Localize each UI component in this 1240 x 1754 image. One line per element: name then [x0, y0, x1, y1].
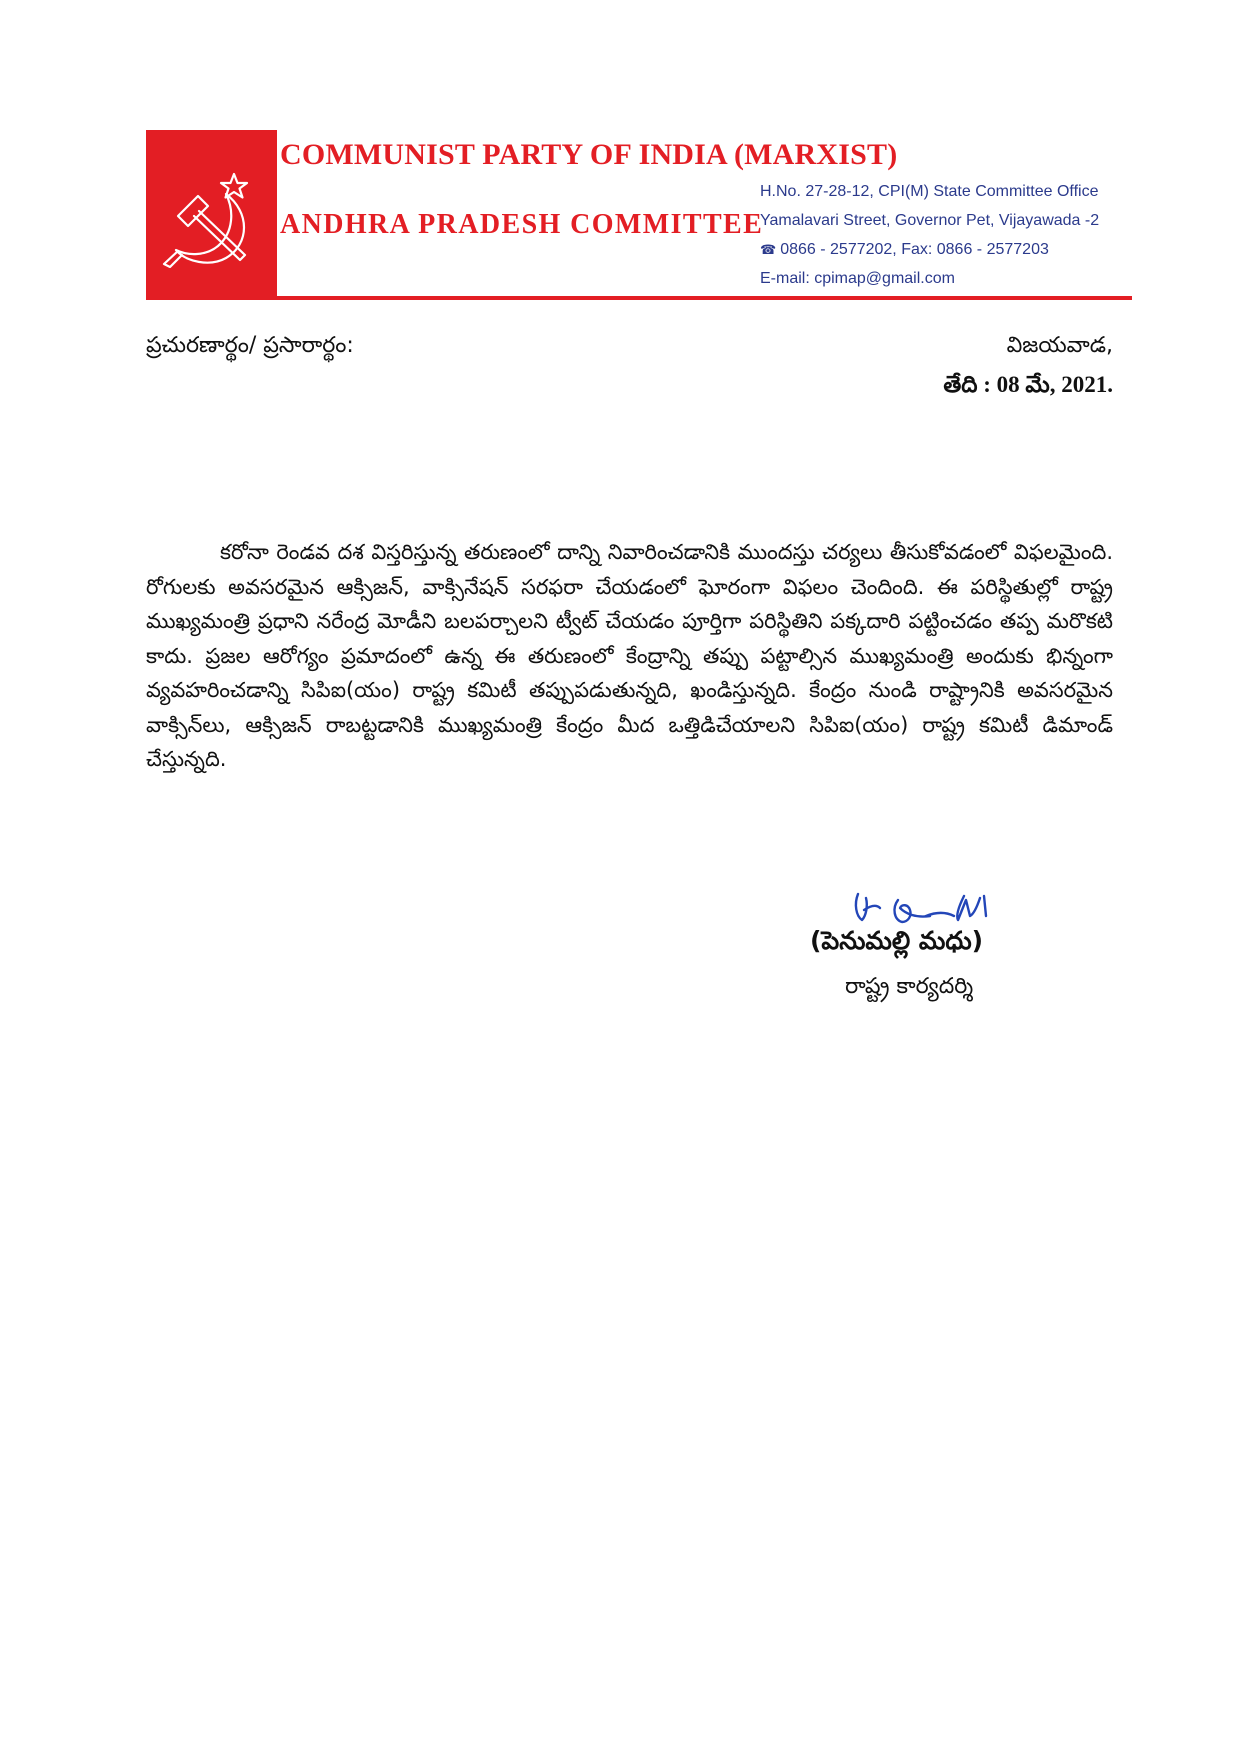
party-logo — [146, 130, 277, 300]
contact-details — [760, 177, 1099, 293]
release-label: ప్రచురణార్థం/ ప్రసారార్థం: — [146, 333, 354, 358]
organization-name: COMMUNIST PARTY OF INDIA (MARXIST) — [280, 138, 898, 171]
signatory-name: (పెనుమల్లి మధు) — [810, 926, 984, 955]
phone-line — [760, 235, 1099, 264]
press-release-body: కరోనా రెండవ దశ విస్తరిస్తున్న తరుణంలో దాన్ని నివారించడానికి ముందస్తు చర్యలు తీసుకోవడంలో విఫలమైంది. రోగులకు అవసరమైన ఆక్సిజన్, వాక్సినేషన్ సరఫరా చేయడంలో ఘోరంగా విఫలం చెందింది. ఈ పరిస్థితుల్లో రాష్ట్ర ముఖ్యమంత్రి ప్రధాని నరేంద్ర మోడీని బలపర్చాలని ట్వీట్ చేయడం పూర్తిగా పరిస్థితిని పక్కదారి పట్టించడం తప్ప మరొకటి కాదు. ప్రజల ఆరోగ్యం ప్రమాదంలో ఉన్న ఈ తరుణంలో కేంద్రాన్ని తప్పు పట్టాల్సిన ముఖ్యమంత్రి అందుకు భిన్నంగా వ్యవహరించడాన్ని సిపిఐ(యం) రాష్ట్ర కమిటీ తప్పుపడుతున్నది, ఖండిస్తున్నది. కేంద్రం నుండి రాష్ట్రానికి అవసరమైన వాక్సిన్‌లు, ఆక్సిజన్ రాబట్టడానికి ముఖ్యమంత్రి కేంద్రం మీద ఒత్తిడిచేయాలని సిపిఐ(యం) రాష్ట్ర కమిటీ డిమాండ్ చేస్తున్నది. — [146, 540, 1113, 771]
address-line-1: H.No. 27-28-12, CPI(M) State Committee Office — [760, 183, 1099, 200]
signature-block — [810, 886, 1060, 1016]
letterhead — [146, 130, 1132, 300]
telephone-icon: ☎ — [760, 242, 777, 257]
committee-name: ANDHRA PRADESH COMMITTEE — [280, 209, 764, 240]
email-line: E-mail: cpimap@gmail.com — [760, 270, 955, 287]
place: విజయవాడ, — [1006, 333, 1113, 358]
signatory-title: రాష్ట్ర కార్యదర్శి — [845, 974, 974, 999]
address-line-2: Yamalavari Street, Governor Pet, Vijayawada -2 — [760, 212, 1100, 229]
letterhead-divider — [146, 296, 1132, 300]
phone-fax-numbers: 0866 - 2577202, Fax: 0866 - 2577203 — [780, 241, 1049, 258]
date-line: తేది : 08 మే, 2021. — [943, 372, 1113, 397]
hammer-sickle-star-icon — [154, 172, 266, 268]
